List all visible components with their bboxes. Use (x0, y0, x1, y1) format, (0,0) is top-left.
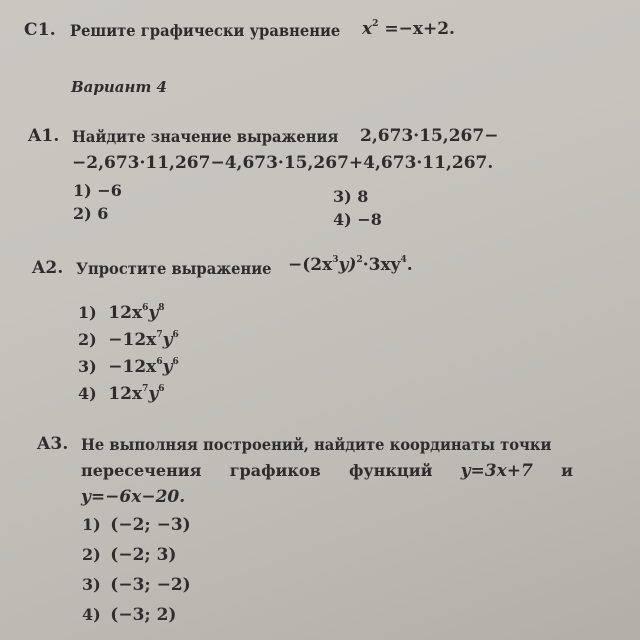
question-text-a3-line1: Не выполняя построений, найдите координаты точки (81, 435, 552, 454)
question-number-c1: C1. (24, 20, 56, 40)
a3-option-3[interactable] (82, 575, 191, 595)
a1-option-4[interactable] (333, 210, 382, 229)
word: функций (348, 461, 433, 480)
expression-a2 (288, 255, 413, 275)
a1-option-2[interactable] (73, 204, 108, 223)
a3-option-1[interactable] (82, 515, 191, 535)
question-text-a3-line2 (81, 461, 573, 481)
option-number: 3) (78, 357, 97, 376)
option-value: (−2; −3) (110, 515, 191, 535)
option-value: (−3; −2) (110, 575, 191, 595)
expr-tail: ·3xy (362, 255, 401, 275)
a3-option-2[interactable] (82, 545, 176, 565)
a2-option-4[interactable]: 4) $12x^7y^6$ (78, 384, 165, 404)
expr-exp-outer: 2 (356, 255, 363, 265)
expr-end: . (406, 255, 413, 275)
expression-a1-line1: 2,673·15,267− (360, 126, 499, 146)
word: графиков (229, 461, 321, 480)
a2-option-1[interactable]: 1) $12x^6y^8$ (78, 303, 165, 323)
word: и (561, 461, 573, 480)
function-1: y=3x+7 (460, 461, 533, 481)
option-number: 2) (78, 330, 97, 349)
equation-exponent: 2 (372, 19, 379, 29)
variant-heading: Вариант 4 (71, 78, 167, 96)
expr-y: y) (338, 255, 357, 275)
question-number-a1: A1. (28, 126, 60, 146)
option-number: 2) (73, 204, 92, 223)
equation-base: x (362, 19, 373, 39)
a1-option-1[interactable] (73, 181, 122, 200)
function-2: y=−6x−20. (81, 487, 186, 507)
option-value: 8 (357, 187, 369, 206)
question-text-a2: Упростите выражение (76, 259, 272, 278)
option-number: 4) (82, 605, 101, 624)
question-number-a3: A3. (37, 434, 69, 454)
option-number: 3) (82, 575, 101, 594)
option-number: 1) (82, 515, 101, 534)
expr-exp-x: 3 (332, 255, 339, 265)
question-text-c1: Решите графически уравнение (70, 21, 341, 40)
expr-prefix: −(2x (288, 255, 333, 275)
option-value: (−2; 3) (110, 545, 177, 565)
a1-option-3[interactable] (333, 187, 368, 206)
option-value: −6 (97, 181, 122, 200)
option-number: 2) (82, 545, 101, 564)
option-number: 1) (73, 181, 92, 200)
option-number: 1) (78, 303, 97, 322)
a3-option-4[interactable] (82, 605, 176, 625)
a2-option-3[interactable]: $3) -12x^6y^6$ (78, 357, 179, 377)
option-value: (−3; 2) (110, 605, 177, 625)
equation-rhs: =−x+2. (384, 19, 455, 39)
expression-a1-line2: −2,673·11,267−4,673·15,267+4,673·11,267. (72, 153, 494, 173)
a2-option-2[interactable]: $2) -12x^7y^6$ (78, 330, 179, 350)
question-number-a2: A2. (32, 258, 64, 278)
expr-exp-y: 4 (400, 255, 407, 265)
question-text-a1: Найдите значение выражения (72, 127, 339, 146)
option-number: 3) (333, 187, 352, 206)
equation-c1 (362, 19, 455, 39)
word: пересечения (81, 461, 202, 480)
option-number: 4) (333, 210, 352, 229)
option-value: 6 (97, 204, 109, 223)
option-number: 4) (78, 384, 97, 403)
option-value: −8 (357, 210, 382, 229)
